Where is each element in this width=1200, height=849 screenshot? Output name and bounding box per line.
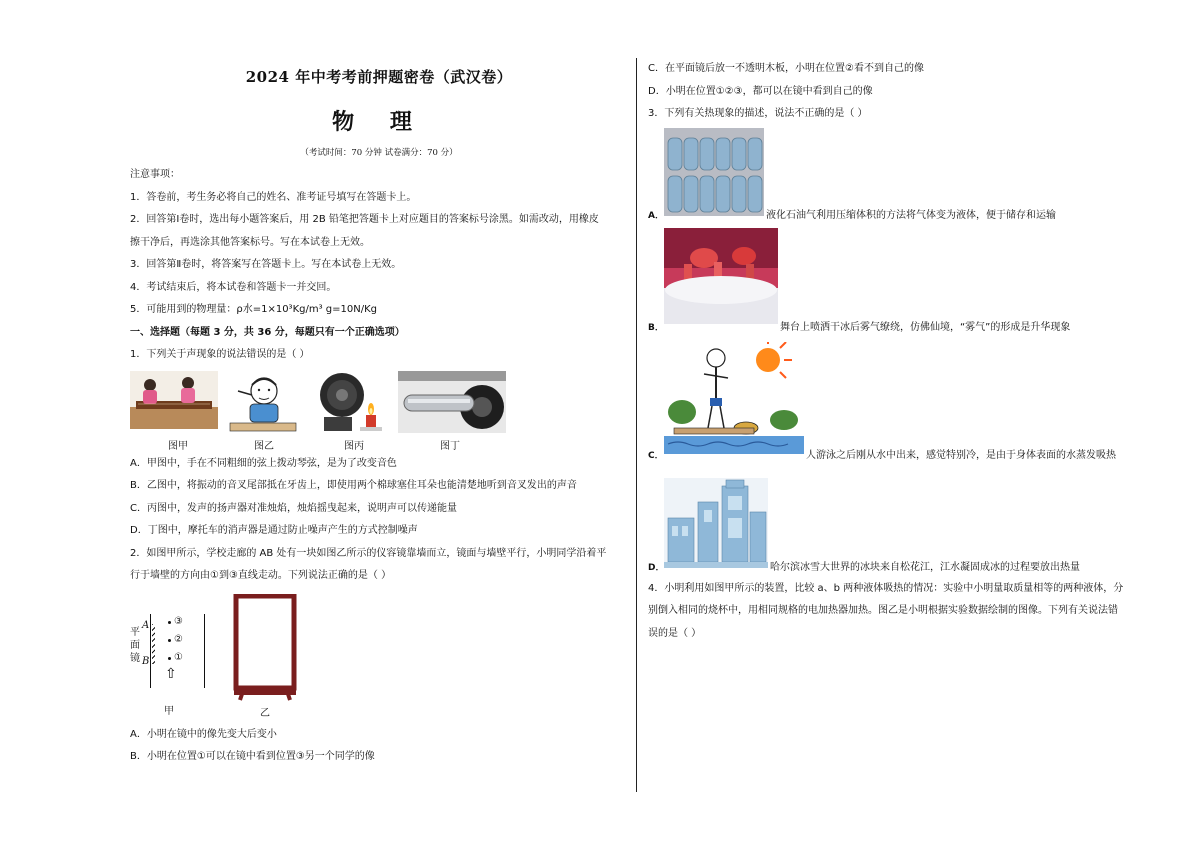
q3-option-b [648,224,1148,336]
notice-item: 擦干净后，再选涂其他答案标号。写在本试卷上无效。 [130,236,370,248]
notice-item: 4．考试结束后，将本试卷和答题卡一并交回。 [130,281,337,293]
figure-yi-tuning-fork-image [226,371,300,437]
subject-title: 物 理 [332,109,426,135]
arrow-up-icon: ⇧ [165,665,177,682]
q1-option-c: C．丙图中，发声的扬声器对准烛焰，烛焰摇曳起来，说明声可以传递能量 [130,502,457,514]
option-letter: C． [648,450,664,461]
q3-option-c [648,336,1148,464]
q1-option-a: A．甲图中，手在不同粗细的弦上拨动琴弦，是为了改变音色 [130,457,397,469]
position-2-label: ② [174,633,183,645]
figure-caption: 乙 [260,707,270,719]
figure-jia-diagram [130,612,210,722]
notice-heading: 注意事项： [130,169,180,180]
gas-cylinders-image [664,128,764,220]
q2-figures [130,594,628,722]
q2-option-b: B．小明在位置①可以在镜中看到位置③另一个同学的像 [130,751,375,762]
option-text: 舞台上喷洒干冰后雾气缭绕，仿佛仙境，“雾气”的形成是升华现象 [780,321,1071,333]
q1-option-d: D．丁图中，摩托车的消声器是通过防止噪声产生的方式控制噪声 [130,525,418,536]
right-column [648,60,1148,645]
option-letter: B． [648,322,664,333]
notice-item: 1．答卷前，考生务必将自己的姓名、准考证号填写在答题卡上。 [130,191,417,203]
q1-stem: 1．下列关于声现象的说法错误的是（ ） [130,349,310,360]
q2-stem: 2．如图甲所示，学校走廊的 AB 处有一块如图乙所示的仪容镜靠墙而立，镜面与墙壁平行，小明同学沿着平 [130,547,607,559]
figure-caption: 图甲 [168,440,188,452]
column-divider [636,58,637,792]
figure-caption: 图乙 [254,440,274,452]
mirror-hatch [152,624,155,664]
mirror-line [150,614,151,688]
option-text: 哈尔滨冰雪大世界的冰块来自松花江，江水凝固成冰的过程要放出热量 [770,561,1080,573]
dot [168,621,171,624]
swimmer-image [664,342,804,458]
figure-caption: 图丙 [344,440,364,452]
position-1-label: ① [174,651,183,663]
ice-sculpture-image [664,478,768,572]
q3-stem: 3．下列有关热现象的描述，说法不正确的是（ ） [648,108,868,119]
option-letter: A． [648,210,664,221]
dot [168,639,171,642]
figure-bing-speaker-image [318,371,388,437]
dot [168,657,171,660]
figure-caption: 甲 [164,705,174,717]
section-heading: 一、选择题（每题 3 分，共 36 分，每题只有一个正确选项） [130,326,405,338]
option-text: 液化石油气利用压缩体积的方法将气体变为液体，便于储存和运输 [766,209,1056,221]
q2-option-d: D．小明在位置①②③，都可以在镜中看到自己的像 [648,85,873,97]
mirror-label: 平面镜 [130,626,140,664]
exam-title: 2024 年中考考前押题密卷（武汉卷） [245,68,513,86]
option-letter: D． [648,562,665,573]
position-3-label: ③ [174,615,183,627]
left-column [130,60,628,769]
q4-stem: 别倒入相同的烧杯中，用相同规格的电加热器加热。图乙是小明根据实验数据绘制的图像。下列有关说法错 [648,605,1118,616]
q3-option-a [648,126,1148,224]
point-a-label: A [142,619,150,631]
q2-stem: 行于墙壁的方向由①到③直线走动。下列说法正确的是（ ） [130,570,392,581]
exam-info: （考试时间：70 分钟 试卷满分：70 分） [300,148,458,158]
figure-yi-mirror-image [232,594,298,702]
wall-line [204,614,205,688]
q1-figures [130,371,628,453]
option-text: 人游泳之后刚从水中出来，感觉特别冷，是由于身体表面的水蒸发吸热 [806,449,1116,461]
q1-option-b: B．乙图中，将振动的音叉尾部抵在牙齿上，即使用两个棉球塞住耳朵也能清楚地听到音叉发出的声音 [130,480,577,491]
q2-option-a: A．小明在镜中的像先变大后变小 [130,728,277,740]
stage-fog-image [664,228,778,328]
q2-option-c: C．在平面镜后放一不透明木板，小明在位置②看不到自己的像 [648,63,924,74]
notice-item: 5．可能用到的物理量：ρ水=1×10³Kg/m³ g=10N/Kg [130,304,377,315]
notice-item: 3．回答第Ⅱ卷时，将答案写在答题卡上。写在本试卷上无效。 [130,259,402,270]
q3-option-d [648,464,1148,578]
notice-item: 2．回答第Ⅰ卷时，选出每小题答案后，用 2B 铅笔把答题卡上对应题目的答案标号涂黑。如需改动，用橡皮 [130,214,599,225]
q4-stem: 误的是（ ） [648,627,702,639]
figure-caption: 图丁 [440,440,460,452]
figure-jia-guzheng-image [130,371,218,433]
q4-stem: 4．小明利用如图甲所示的装置，比较 a、b 两种液体吸热的情况：实验中小明量取质量相等的两种液体，分 [648,582,1124,594]
point-b-label: B [142,655,150,667]
figure-ding-muffler-image [398,371,506,437]
